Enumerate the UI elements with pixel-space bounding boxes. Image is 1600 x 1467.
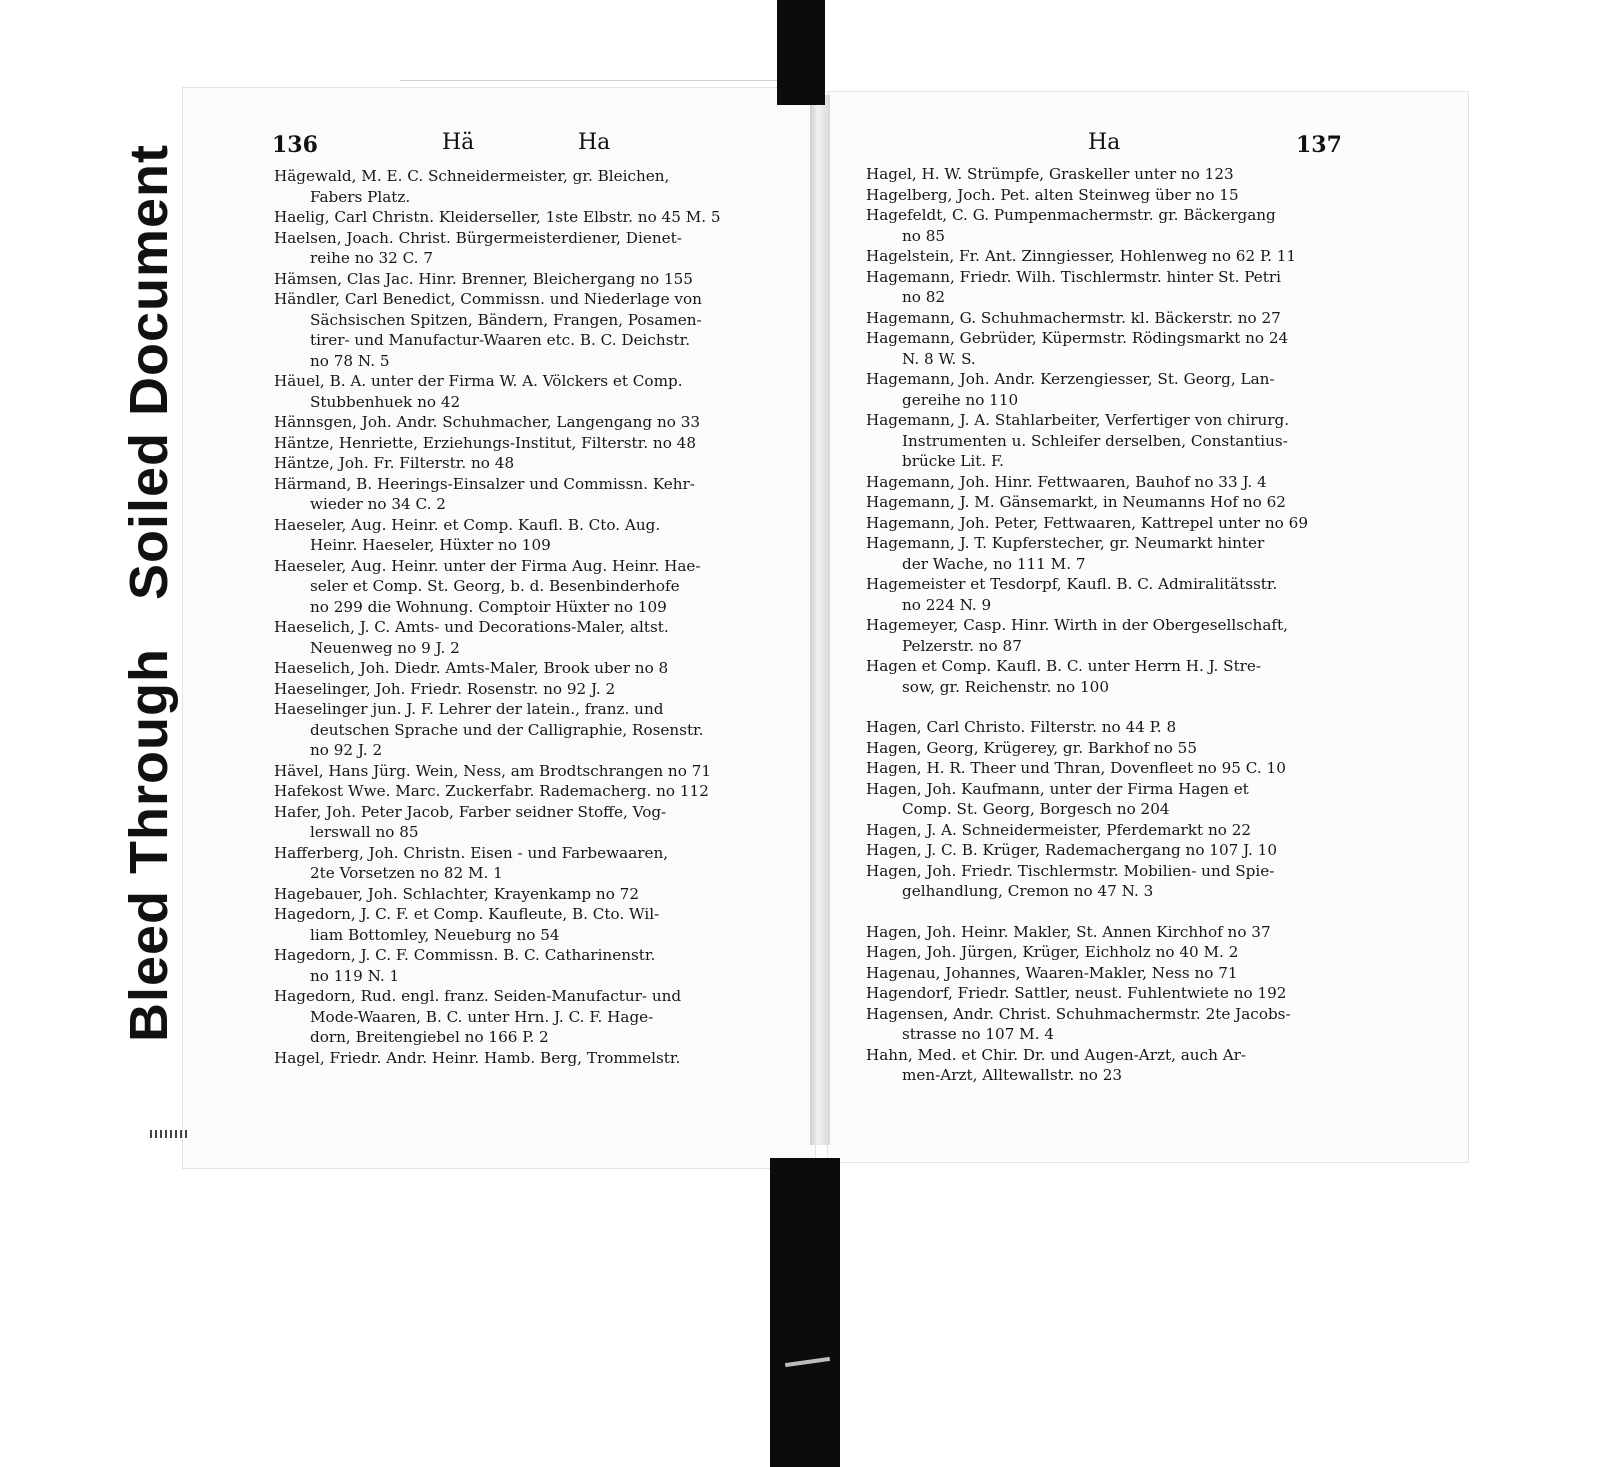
entry-continuation: Heinr. Haeseler, Hüxter no 109	[310, 536, 551, 554]
directory-entry	[866, 513, 1308, 534]
entry-text: Hagemann, Gebrüder, Küpermstr. Rödingsmarkt no 24	[866, 329, 1289, 347]
directory-entry	[274, 474, 721, 515]
entry-continuation: N. 8 W. S.	[902, 349, 976, 368]
entry-continuation: wieder no 34 C. 2	[310, 495, 446, 513]
entry-continuation: brücke Lit. F.	[902, 452, 1004, 470]
directory-entry	[866, 656, 1308, 697]
entry-continuation: Neuenweg no 9 J. 2	[310, 638, 460, 657]
directory-entry	[866, 861, 1308, 902]
entry-text: Häntze, Henriette, Erziehungs-Institut, Filterstr. no 48	[274, 433, 696, 452]
entry-continuation: gereihe no 110	[902, 390, 1019, 409]
directory-entry	[866, 963, 1308, 984]
entry-text: Hagen, Georg, Krügerey, gr. Barkhof no 55	[866, 738, 1198, 757]
entry-text: Hagen, J. A. Schneidermeister, Pferdemarkt no 22	[866, 820, 1252, 839]
entry-continuation: no 78 N. 5	[310, 351, 390, 370]
entry-text: Haeseler, Aug. Heinr. et Comp. Kaufl. B. Cto. Aug.	[274, 515, 661, 534]
directory-entry	[866, 922, 1308, 943]
directory-entry	[274, 617, 721, 658]
directory-entry	[274, 371, 721, 412]
directory-entry	[274, 781, 721, 802]
entry-text: Hagen, Joh. Friedr. Tischlermstr. Mobilien- und Spie-	[866, 861, 1275, 880]
entry-text: Hagelberg, Joch. Pet. alten Steinweg über no 15	[866, 185, 1239, 204]
entry-continuation: no 299 die Wohnung. Comptoir Hüxter no 109	[310, 597, 667, 616]
entry-continuation: strasse no 107 M. 4	[902, 1025, 1055, 1043]
entry-text: Hagel, H. W. Strümpfe, Graskeller unter no 123	[866, 165, 1234, 183]
directory-entry	[274, 699, 721, 761]
entry-continuation: sow, gr. Reichenstr. no 100	[902, 677, 1109, 696]
entry-continuation: no 92 J. 2	[310, 741, 383, 759]
directory-entry	[274, 269, 721, 290]
left-running-head-2: Ha	[578, 130, 611, 155]
directory-entry	[866, 942, 1308, 963]
entry-text: Hagedorn, J. C. F. et Comp. Kaufleute, B. Cto. Wil-	[274, 905, 660, 923]
entry-continuation: tirer- und Manufactur-Waaren etc. B. C. Deichstr.	[310, 331, 691, 349]
entry-continuation: Pelzerstr. no 87	[902, 636, 1022, 655]
directory-entry	[274, 289, 721, 371]
entry-text: Hagel, Friedr. Andr. Heinr. Hamb. Berg, Trommelstr.	[274, 1048, 681, 1067]
left-running-head-1: Hä	[442, 130, 475, 155]
entry-text: Hagen, Joh. Heinr. Makler, St. Annen Kirchhof no 37	[866, 922, 1271, 941]
side-label-part2: Soiled Document	[119, 143, 179, 601]
directory-entry	[866, 1045, 1308, 1086]
entry-text: Haeselinger, Joh. Friedr. Rosenstr. no 92 J. 2	[274, 679, 616, 698]
entry-text: Haeselich, J. C. Amts- und Decorations-Maler, altst.	[274, 618, 669, 636]
entry-text: Haelig, Carl Christn. Kleiderseller, 1ste Elbstr. no 45 M. 5	[274, 208, 721, 226]
directory-entry	[866, 820, 1308, 841]
directory-entry	[274, 658, 721, 679]
entry-continuation: 2te Vorsetzen no 82 M. 1	[310, 864, 503, 882]
entry-text: Händler, Carl Benedict, Commissn. und Niederlage von	[274, 290, 702, 308]
label-tick-marks	[150, 1130, 190, 1138]
directory-entry	[274, 884, 721, 905]
entry-text: Härmand, B. Heerings-Einsalzer und Commissn. Kehr-	[274, 474, 695, 493]
entry-text: Hagemeyer, Casp. Hinr. Wirth in der Obergesellschaft,	[866, 616, 1288, 634]
entry-continuation: Mode-Waaren, B. C. unter Hrn. J. C. F. Hage-	[310, 1007, 654, 1026]
book-gutter	[810, 95, 830, 1145]
entry-text: Hagemann, Friedr. Wilh. Tischlermstr. hinter St. Petri	[866, 267, 1282, 286]
directory-entry	[274, 843, 721, 884]
entry-continuation: no 82	[902, 288, 946, 306]
entry-text: Hagelstein, Fr. Ant. Zinngiesser, Hohlenweg no 62 P. 11	[866, 247, 1297, 265]
directory-entry	[866, 410, 1308, 472]
entry-continuation: liam Bottomley, Neueburg no 54	[310, 925, 560, 944]
directory-entry	[866, 205, 1308, 246]
entry-text: Hagen, Joh. Jürgen, Krüger, Eichholz no 40 M. 2	[866, 943, 1239, 961]
entry-text: Hägewald, M. E. C. Schneidermeister, gr. Bleichen,	[274, 167, 670, 185]
entry-text: Hagebauer, Joh. Schlachter, Krayenkamp no 72	[274, 884, 639, 903]
directory-entry	[274, 228, 721, 269]
directory-entry	[274, 453, 721, 474]
entry-text: Haeselinger jun. J. F. Lehrer der latein., franz. und	[274, 700, 664, 718]
entry-text: Hagen, H. R. Theer und Thran, Dovenfleet no 95 C. 10	[866, 759, 1286, 777]
directory-entry	[866, 574, 1308, 615]
directory-entry	[274, 166, 721, 207]
directory-entry	[274, 802, 721, 843]
entry-text: Hagemann, Joh. Hinr. Fettwaaren, Bauhof no 33 J. 4	[866, 472, 1267, 491]
directory-entry	[274, 904, 721, 945]
entry-text: Hämsen, Clas Jac. Hinr. Brenner, Bleichergang no 155	[274, 269, 693, 288]
entry-continuation: seler et Comp. St. Georg, b. d. Besenbinderhofe	[310, 577, 680, 595]
directory-entry	[274, 986, 721, 1048]
entry-continuation: reihe no 32 C. 7	[310, 249, 434, 267]
entry-continuation: lerswall no 85	[310, 823, 419, 841]
entry-text: Hännsgen, Joh. Andr. Schuhmacher, Langengang no 33	[274, 413, 701, 431]
directory-entry	[866, 308, 1308, 329]
entry-text: Hagensen, Andr. Christ. Schuhmachermstr. 2te Jacobs-	[866, 1004, 1291, 1023]
entry-text: Hagen et Comp. Kaufl. B. C. unter Herrn H. J. Stre-	[866, 657, 1262, 675]
entry-text: Haeseler, Aug. Heinr. unter der Firma Aug. Heinr. Hae-	[274, 556, 701, 575]
directory-entry	[274, 207, 721, 228]
entry-continuation: Fabers Platz.	[310, 187, 411, 206]
directory-entry	[274, 556, 721, 618]
directory-entry	[866, 472, 1308, 493]
entry-text: Haelsen, Joach. Christ. Bürgermeisterdiener, Dienet-	[274, 228, 682, 247]
entry-continuation: no 85	[902, 226, 946, 245]
directory-entry	[866, 533, 1308, 574]
entry-text: Hagemann, J. T. Kupferstecher, gr. Neumarkt hinter	[866, 534, 1265, 552]
directory-entry	[274, 412, 721, 433]
entry-continuation: Stubbenhuek no 42	[310, 392, 461, 411]
entry-text: Hafekost Wwe. Marc. Zuckerfabr. Rademacherg. no 112	[274, 782, 709, 800]
directory-entry	[866, 717, 1308, 738]
entry-text: Hagemeister et Tesdorpf, Kaufl. B. C. Admiralitätsstr.	[866, 575, 1278, 593]
directory-entry	[866, 246, 1308, 267]
left-directory-entries	[274, 166, 721, 1068]
right-running-head: Ha	[1088, 130, 1121, 155]
entry-text: Hagenau, Johannes, Waaren-Makler, Ness no 71	[866, 963, 1238, 982]
directory-entry	[866, 328, 1308, 369]
entry-text: Häuel, B. A. unter der Firma W. A. Völckers et Comp.	[274, 372, 683, 390]
entry-text: Hagemann, J. A. Stahlarbeiter, Verfertiger von chirurg.	[866, 411, 1290, 429]
entry-text: Hagendorf, Friedr. Sattler, neust. Fuhlentwiete no 192	[866, 984, 1287, 1002]
directory-entry	[866, 983, 1308, 1004]
entry-continuation: dorn, Breitengiebel no 166 P. 2	[310, 1028, 549, 1046]
entry-continuation: der Wache, no 111 M. 7	[902, 554, 1086, 573]
entry-text: Hagen, J. C. B. Krüger, Rademachergang no 107 J. 10	[866, 841, 1278, 859]
entry-text: Hagen, Carl Christo. Filterstr. no 44 P. 8	[866, 718, 1177, 736]
entry-text: Hafer, Joh. Peter Jacob, Farber seidner Stoffe, Vog-	[274, 802, 667, 821]
entry-continuation: no 119 N. 1	[310, 966, 400, 985]
entry-text: Haeselich, Joh. Diedr. Amts-Maler, Brook uber no 8	[274, 659, 669, 677]
directory-entry	[866, 1004, 1308, 1045]
entry-text: Hagemann, Joh. Peter, Fettwaaren, Kattrepel unter no 69	[866, 513, 1308, 532]
binding-strip-bottom	[770, 1158, 840, 1467]
directory-entry	[866, 758, 1308, 779]
side-label	[118, 83, 180, 1103]
entry-text: Hagen, Joh. Kaufmann, unter der Firma Hagen et	[866, 779, 1249, 798]
directory-entry	[274, 1048, 721, 1069]
directory-entry	[274, 679, 721, 700]
entry-continuation: Comp. St. Georg, Borgesch no 204	[902, 800, 1170, 818]
directory-entry	[866, 492, 1308, 513]
directory-entry	[866, 779, 1308, 820]
entry-continuation: men-Arzt, Alltewallstr. no 23	[902, 1066, 1123, 1084]
directory-entry	[866, 840, 1308, 861]
entry-continuation: deutschen Sprache und der Calligraphie, Rosenstr.	[310, 720, 704, 739]
entry-text: Hävel, Hans Jürg. Wein, Ness, am Brodtschrangen no 71	[274, 761, 712, 780]
directory-entry	[866, 738, 1308, 759]
entry-continuation: gelhandlung, Cremon no 47 N. 3	[902, 882, 1154, 900]
entry-text: Häntze, Joh. Fr. Filterstr. no 48	[274, 454, 515, 472]
directory-entry	[866, 267, 1308, 308]
right-page-number: 137	[1296, 132, 1342, 158]
entry-text: Hahn, Med. et Chir. Dr. und Augen-Arzt, auch Ar-	[866, 1045, 1247, 1064]
directory-entry	[274, 515, 721, 556]
binding-strip-top	[777, 0, 825, 105]
directory-entry	[866, 369, 1308, 410]
left-page-number: 136	[272, 132, 318, 158]
directory-entry	[866, 164, 1308, 185]
entry-text: Hafferberg, Joh. Christn. Eisen - und Farbewaaren,	[274, 843, 669, 862]
entry-continuation: Sächsischen Spitzen, Bändern, Frangen, Posamen-	[310, 310, 702, 329]
entry-text: Hagemann, J. M. Gänsemarkt, in Neumanns Hof no 62	[866, 493, 1286, 511]
directory-entry	[274, 945, 721, 986]
entry-text: Hagedorn, Rud. engl. franz. Seiden-Manufactur- und	[274, 987, 682, 1005]
side-label-part1: Bleed Through	[119, 648, 179, 1043]
entry-continuation: no 224 N. 9	[902, 595, 992, 614]
directory-entry	[274, 761, 721, 782]
entry-continuation: Instrumenten u. Schleifer derselben, Constantius-	[902, 431, 1288, 450]
directory-entry	[274, 433, 721, 454]
entry-text: Hagemann, Joh. Andr. Kerzengiesser, St. Georg, Lan-	[866, 370, 1275, 388]
entry-text: Hagedorn, J. C. F. Commissn. B. C. Catharinenstr.	[274, 946, 656, 964]
directory-entry	[866, 615, 1308, 656]
entry-text: Hagefeldt, C. G. Pumpenmachermstr. gr. Bäckergang	[866, 206, 1276, 224]
right-directory-entries	[866, 164, 1308, 1086]
directory-entry	[866, 185, 1308, 206]
entry-text: Hagemann, G. Schuhmachermstr. kl. Bäckerstr. no 27	[866, 308, 1281, 327]
